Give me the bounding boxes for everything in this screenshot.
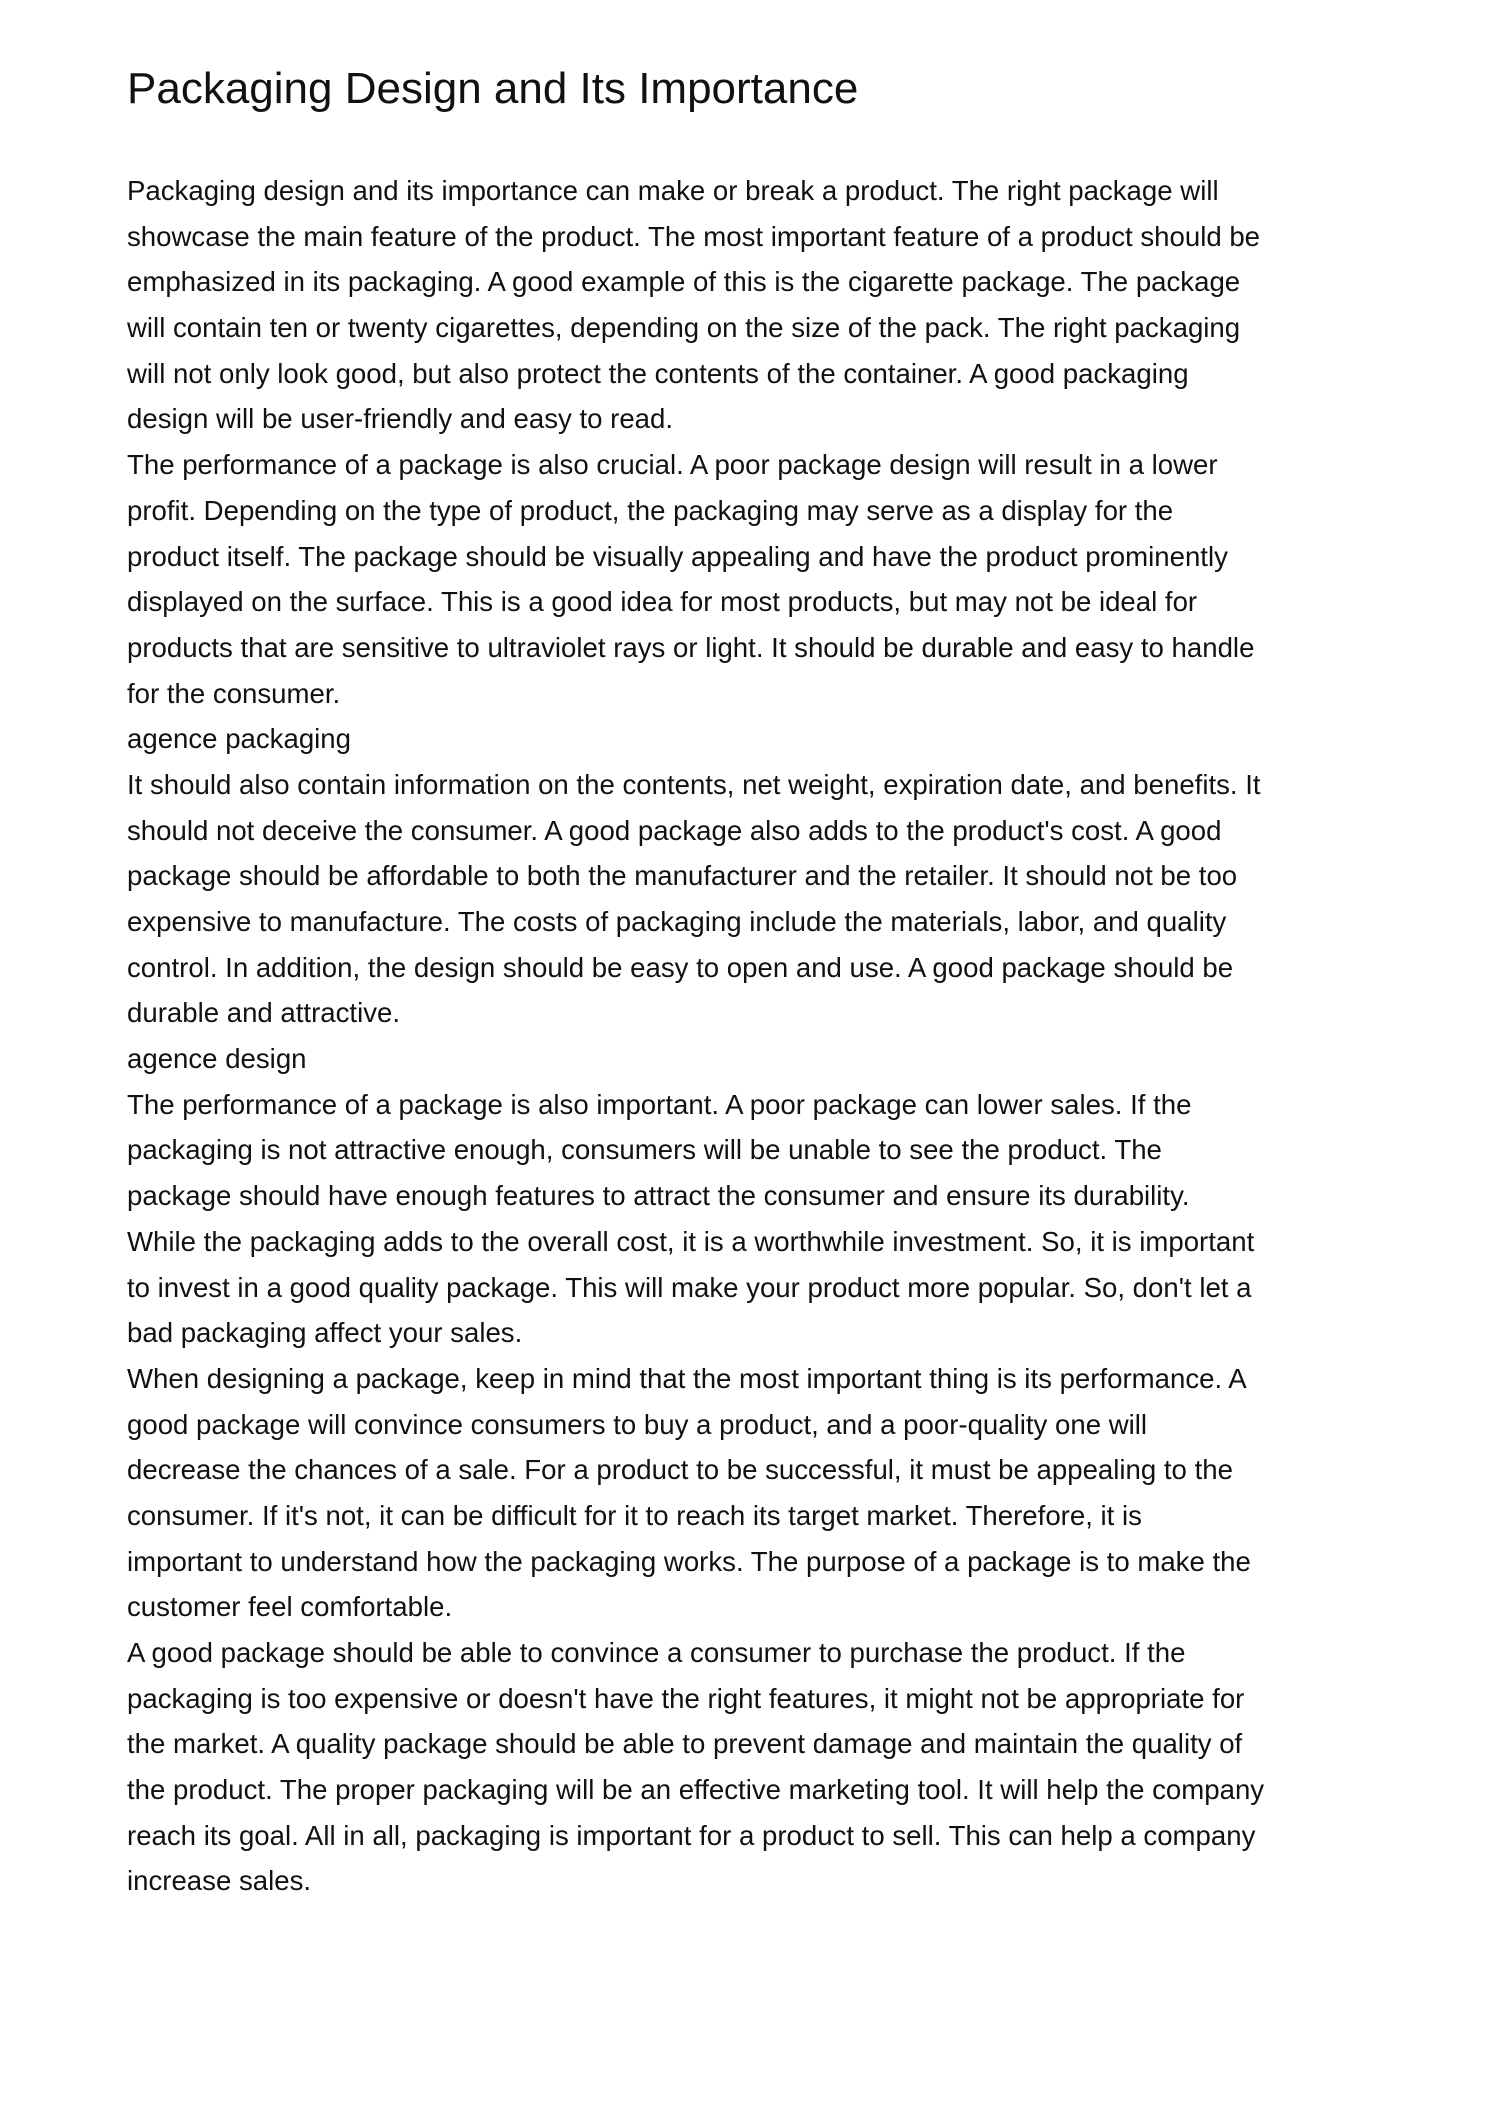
paragraph bbox=[127, 1356, 1427, 1630]
text-line: Packaging design and its importance can make or break a product. The right package will bbox=[127, 175, 1219, 206]
text-line: to invest in a good quality package. This will make your product more popular. So, don't let a bbox=[127, 1271, 1252, 1303]
text-line: control. In addition, the design should be easy to open and use. A good package should be bbox=[127, 951, 1234, 983]
text-line: good package will convince consumers to buy a product, and a poor-quality one will bbox=[127, 1408, 1148, 1440]
text-line: The performance of a package is also important. A poor package can lower sales. If the bbox=[127, 1088, 1192, 1120]
paragraph bbox=[127, 1630, 1427, 1904]
text-line: decrease the chances of a sale. For a product to be successful, it must be appealing to the bbox=[127, 1454, 1233, 1486]
text-line: displayed on the surface. This is a good idea for most products, but may not be ideal for bbox=[127, 586, 1198, 618]
text-line: agence packaging bbox=[127, 723, 351, 755]
text-line: consumer. If it's not, it can be difficult for it to reach its target market. Therefore, it is bbox=[127, 1499, 1142, 1531]
text-line: While the packaging adds to the overall cost, it is a worthwhile investment. So, it is important bbox=[127, 1225, 1255, 1257]
text-line: It should also contain information on the contents, net weight, expiration date, and benefits. It bbox=[127, 768, 1261, 800]
text-line: for the consumer. bbox=[127, 677, 341, 709]
text-line: packaging is not attractive enough, consumers will be unable to see the product. The bbox=[127, 1134, 1162, 1166]
text-line: A good package should be able to convince a consumer to purchase the product. If the bbox=[127, 1637, 1186, 1668]
paragraph bbox=[127, 1082, 1427, 1356]
text-line: durable and attractive. bbox=[127, 997, 401, 1029]
article-body bbox=[127, 168, 1427, 1904]
text-line: reach its goal. All in all, packaging is important for a product to sell. This can help a company bbox=[127, 1819, 1256, 1851]
text-line: emphasized in its packaging. A good example of this is the cigarette package. The package bbox=[127, 266, 1241, 298]
text-line: the market. A quality package should be able to prevent damage and maintain the quality of bbox=[127, 1728, 1243, 1760]
text-line: increase sales. bbox=[127, 1865, 312, 1897]
text-line: important to understand how the packaging works. The purpose of a package is to make the bbox=[127, 1545, 1251, 1577]
text-line: products that are sensitive to ultraviolet rays or light. It should be durable and easy to handle bbox=[127, 631, 1255, 663]
text-line: will contain ten or twenty cigarettes, depending on the size of the pack. The right packaging bbox=[127, 312, 1241, 344]
text-line: packaging is too expensive or doesn't have the right features, it might not be appropriate for bbox=[127, 1682, 1245, 1714]
text-line: The performance of a package is also crucial. A poor package design will result in a lower bbox=[127, 449, 1218, 481]
text-line: the product. The proper packaging will be an effective marketing tool. It will help the company bbox=[127, 1774, 1265, 1806]
text-line: showcase the main feature of the product. The most important feature of a product should be bbox=[127, 220, 1261, 252]
text-line: customer feel comfortable. bbox=[127, 1591, 453, 1623]
text-line: product itself. The package should be visually appealing and have the product prominently bbox=[127, 540, 1228, 572]
text-line: design will be user-friendly and easy to read. bbox=[127, 403, 674, 435]
text-line: agence design bbox=[127, 1043, 307, 1075]
keyword-line bbox=[127, 716, 1427, 762]
text-line: should not deceive the consumer. A good package also adds to the product's cost. A good bbox=[127, 814, 1222, 846]
text-line: package should have enough features to attract the consumer and ensure its durability. bbox=[127, 1180, 1190, 1212]
text-line: bad packaging affect your sales. bbox=[127, 1317, 523, 1349]
text-line: When designing a package, keep in mind that the most important thing is its performance. A bbox=[127, 1362, 1247, 1394]
text-line: profit. Depending on the type of product, the packaging may serve as a display for the bbox=[127, 494, 1174, 526]
paragraph bbox=[127, 442, 1427, 716]
text-line: expensive to manufacture. The costs of packaging include the materials, labor, and quality bbox=[127, 906, 1227, 937]
page-title: Packaging Design and Its Importance bbox=[127, 64, 859, 113]
paragraph bbox=[127, 762, 1427, 1036]
text-line: will not only look good, but also protect the contents of the container. A good packaging bbox=[127, 357, 1189, 389]
text-line: package should be affordable to both the manufacturer and the retailer. It should not be too bbox=[127, 860, 1238, 892]
keyword-line bbox=[127, 1036, 1427, 1082]
paragraph bbox=[127, 168, 1427, 442]
